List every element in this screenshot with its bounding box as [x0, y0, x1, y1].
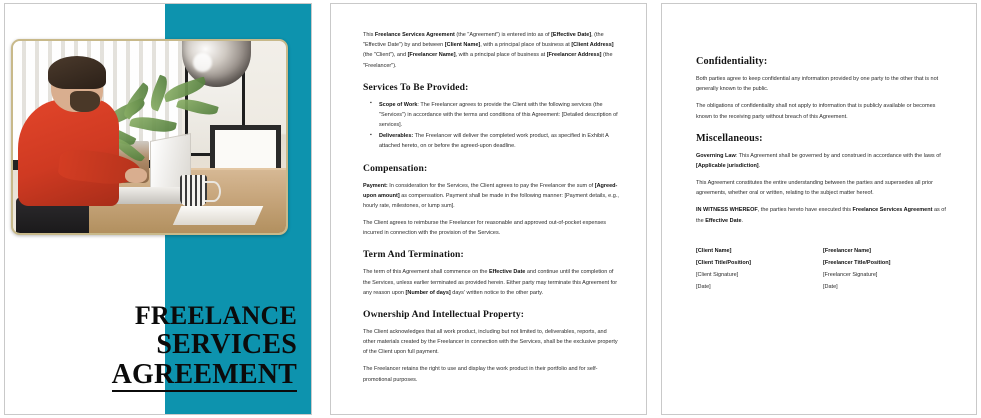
- agreement-name-bold: Freelance Services Agreement: [852, 207, 933, 214]
- misc3-t2: as of the: [696, 207, 946, 224]
- intro-b2: [Effective Date]: [551, 32, 592, 38]
- effective-date-bold: Effective Date: [705, 217, 742, 224]
- term-paragraph: [363, 267, 620, 298]
- intro-t5: (the "Client"), and: [363, 52, 408, 59]
- heading-services-to-be-provided: Services To Be Provided:: [363, 81, 469, 93]
- cover-title: [23, 303, 297, 392]
- heading-ownership-and-intellectual-property: Ownership And Intellectual Property:: [363, 308, 525, 320]
- deliverables-label: Deliverables:: [379, 133, 414, 140]
- cover-photo-frame: [11, 39, 288, 235]
- compensation-paragraph-1: [363, 181, 620, 212]
- deliverables-text: The Freelancer will deliver the completed work product, as specified in Exhibit A attached hereto, on or before the agreed-upon deadline.: [379, 133, 609, 150]
- agreed-amount-placeholder: [Agreed-upon amount]: [363, 182, 618, 199]
- client-name-field[interactable]: [Client Name]: [696, 247, 732, 254]
- intro-b3: [Client Name]: [444, 42, 481, 49]
- freelancer-title-field[interactable]: [Freelancer Title/Position]: [823, 259, 891, 266]
- misc3-t1: , the parties hereto have executed this: [757, 207, 853, 214]
- misc3-t3: .: [741, 217, 744, 224]
- intro-t2: (the "Agreement") is entered into as of: [454, 32, 552, 38]
- term-t2: and continue until the completion of the Services, unless earlier terminated as provided herein. Either party may terminate this Agreement for any reason upon: [363, 269, 618, 296]
- misc-paragraph-2: This Agreement constitutes the entire understanding between the parties and supersedes all prior agreements, whether oral or written, relating to the subject matter hereof.: [696, 180, 933, 197]
- cover-title-line-3: AGREEMENT: [111, 359, 297, 390]
- term-number-of-days: [Number of days]: [405, 289, 451, 296]
- compensation-t2: as compensation. Payment shall be made in the following manner: [Payment details, e.g., hourly rate, milestones, or lump sum].: [363, 192, 619, 209]
- cover-title-line-1: FREELANCE: [134, 301, 297, 330]
- confidentiality-paragraph-2: The obligations of confidentiality shall not apply to information that is publicly available or becomes known to the receiving party without breach of this Agreement.: [696, 103, 936, 120]
- applicable-jurisdiction-placeholder: [Applicable jurisdiction]: [696, 162, 759, 169]
- in-witness-whereof-label: IN WITNESS WHEREOF: [696, 207, 758, 214]
- ownership-paragraph-1: The Client acknowledges that all work product, including but not limited to, deliverables, reports, and other materials created by the Freelancer in connection with the Services, shall be the exclusive property of the Client upon full payment.: [363, 328, 618, 356]
- intro-t3: , (the "Effective Date") by and between: [363, 32, 604, 49]
- heading-confidentiality: Confidentiality:: [696, 56, 768, 67]
- client-date-field[interactable]: [Date]: [696, 284, 711, 290]
- signature-column-client: [696, 245, 823, 293]
- list-item: [379, 131, 620, 151]
- page-3-confidentiality-signatures[interactable]: [661, 3, 977, 415]
- term-effective-date: Effective Date: [488, 269, 526, 276]
- freelancer-name-field[interactable]: [Freelancer Name]: [823, 247, 871, 254]
- governing-law-label: Governing Law: [696, 152, 736, 159]
- heading-miscellaneous: Miscellaneous:: [696, 132, 763, 144]
- scope-of-work-label: Scope of Work: [379, 101, 418, 108]
- intro-t1: This: [363, 32, 375, 38]
- freelancer-working-at-desk-photo: [13, 41, 286, 233]
- client-title-field[interactable]: [Client Title/Position]: [696, 259, 751, 266]
- intro-t6: , with a principal place of business at: [455, 52, 547, 59]
- heading-term-and-termination: Term And Termination:: [363, 249, 464, 261]
- heading-compensation: Compensation:: [363, 162, 428, 174]
- compensation-t1: In consideration for the Services, the Client agrees to pay the Freelancer the sum of: [387, 182, 595, 189]
- scope-of-work-text: : The Freelancer agrees to provide the Client with the following services (the "Services") in accordance with the terms and conditions of this Agreement: [Detailed description of services].: [379, 101, 618, 129]
- page-1-cover[interactable]: [4, 3, 312, 415]
- intro-b1: Freelance Services Agreement: [374, 32, 455, 38]
- cover-title-line-2: SERVICES: [156, 329, 297, 360]
- intro-b4: [Client Address]: [571, 42, 614, 49]
- compensation-paragraph-2: The Client agrees to reimburse the Freelancer for reasonable and approved out-of-pocket expenses incurred in connection with the provision of the Services.: [363, 220, 607, 237]
- intro-t4: , with a principal place of business at: [480, 42, 572, 49]
- confidentiality-paragraph-1: Both parties agree to keep confidential any information provided by one party to the other that is not generally known to the public.: [696, 76, 939, 93]
- intro-paragraph: [363, 30, 620, 71]
- ownership-paragraph-2: The Freelancer retains the right to use and display the work product in their portfolio and for self-promotional purposes.: [363, 366, 598, 383]
- misc-paragraph-1: [696, 151, 950, 171]
- signature-block: [696, 245, 950, 293]
- page-2-terms[interactable]: [330, 3, 647, 415]
- client-signature-field[interactable]: [Client Signature]: [696, 271, 739, 278]
- term-t3: days' written notice to the other party.: [450, 289, 544, 296]
- misc-t1: : This Agreement shall be governed by and construed in accordance with the laws of: [735, 152, 941, 159]
- freelancer-date-field[interactable]: [Date]: [823, 284, 838, 290]
- page-3-body: [696, 45, 950, 293]
- intro-b6: [Freelancer Address]: [546, 52, 602, 59]
- freelancer-signature-field[interactable]: [Freelancer Signature]: [823, 271, 878, 278]
- misc-t2: .: [758, 162, 761, 169]
- list-item: [379, 100, 620, 131]
- page-2-body: [363, 30, 620, 392]
- services-list: [363, 100, 620, 152]
- term-t1: The term of this Agreement shall commence on the: [363, 269, 489, 276]
- intro-t7: (the "Freelancer").: [363, 52, 613, 69]
- signature-column-freelancer: [823, 245, 950, 293]
- misc-paragraph-3: [696, 205, 950, 225]
- payment-label: Payment:: [363, 182, 388, 189]
- intro-b5: [Freelancer Name]: [407, 52, 456, 59]
